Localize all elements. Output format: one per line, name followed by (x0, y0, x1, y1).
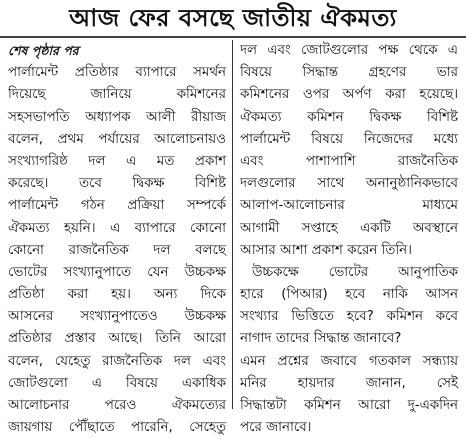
right-line: এমন প্রশ্নের জবাবে গতকাল সন্ধ্যায় (240, 353, 458, 369)
right-line: আলাপ-আলোচনার মাধ্যমে (240, 198, 458, 214)
headline-rule (0, 36, 466, 38)
left-line: সংখ্যাগরিষ্ঠ দল এ মত প্রকাশ (8, 153, 226, 169)
left-line: বলেন, প্রথম পর্যায়ের আলোচনায়ও (8, 131, 226, 147)
right-line: পরে জানাবে। (240, 420, 312, 436)
right-line: আগামী সপ্তাহে একটি অবস্থানে (240, 220, 458, 236)
column-divider (232, 40, 233, 409)
left-column (8, 40, 226, 436)
left-line: জোটগুলো এ বিষয়ে একাধিক (8, 375, 226, 391)
left-line: ভোটের সংখ্যানুপাতে যেন উচ্চকক্ষ (8, 264, 226, 280)
left-line: বলেন, যেহেতু রাজনৈতিক দল এবং (8, 353, 226, 369)
right-line: মনির হায়দার জানান, সেই (240, 375, 458, 391)
right-line: দল এবং জোটগুলোর পক্ষ থেকে এ (240, 43, 458, 58)
right-line: বিষয়ে সিদ্ধান্ত গ্রহণের ভার (240, 65, 458, 81)
right-line: হারে (পিআর) হবে নাকি আসন (240, 287, 458, 303)
left-line: সহসভাপতি অধ্যাপক আলী রীয়াজ (8, 109, 226, 125)
right-column (240, 40, 458, 436)
right-line: সিদ্ধান্তটা কমিশন আরো দু-একদিন (240, 398, 458, 413)
left-line: পার্লামেন্ট প্রতিষ্ঠার ব্যাপারে সমর্থন (8, 65, 226, 81)
right-line: ঐকমত্য কমিশন দ্বিকক্ষ বিশিষ্ট (240, 109, 458, 125)
right-line: কমিশনের ওপর অর্পণ করা হয়েছে। (240, 87, 458, 103)
right-line: সংখ্যার ভিত্তিতে হবে? কমিশন কবে (240, 309, 458, 325)
left-line: আলোচনার পরেও ঐকমত্যের (8, 398, 226, 413)
headline: আজ ফের বসছে জাতীয় ঐকমত্য (69, 4, 397, 32)
left-line: প্রতিষ্ঠার প্রস্তাব আছে। তিনি আরো (8, 331, 226, 347)
left-line: কোনো রাজনৈতিক দল বলছে (8, 242, 226, 258)
right-line: উচ্চকক্ষে ভোটের আনুপাতিক (252, 264, 458, 280)
left-line: করেছে। তবে দ্বিকক্ষ বিশিষ্ট (8, 176, 226, 192)
right-line: এবং পাশাপাশি রাজনৈতিক (240, 153, 458, 169)
right-line: নাগাদ তাদের সিদ্ধান্ত জানাবে? (240, 331, 402, 347)
right-line: দলগুলোর সাথে অনানুষ্ঠানিকভাবে (240, 176, 458, 192)
left-line: প্রতিষ্ঠা করা হয়। অন্য দিকে (8, 287, 226, 303)
continuation-kicker: শেষ পৃষ্ঠার পর (8, 43, 79, 58)
right-line: পার্লামেন্ট বিষয়ে নিজেদের মধ্যে (240, 131, 458, 147)
left-line: জায়গায় পৌঁছাতে পারেনি, সেহেতু (8, 420, 226, 436)
left-line: পার্লামেন্ট গঠন প্রক্রিয়া সম্পর্কে (8, 198, 226, 214)
right-line: আসার আশা প্রকাশ করেন তিনি। (240, 242, 412, 258)
left-line: ঐকমত্য হয়নি। এ ব্যাপারে কোনো (8, 220, 226, 236)
left-line: আসনের সংখ্যানুপাতেও উচ্চকক্ষ (8, 309, 226, 325)
left-line: দিয়েছে জানিয়ে কমিশনের (8, 87, 226, 103)
